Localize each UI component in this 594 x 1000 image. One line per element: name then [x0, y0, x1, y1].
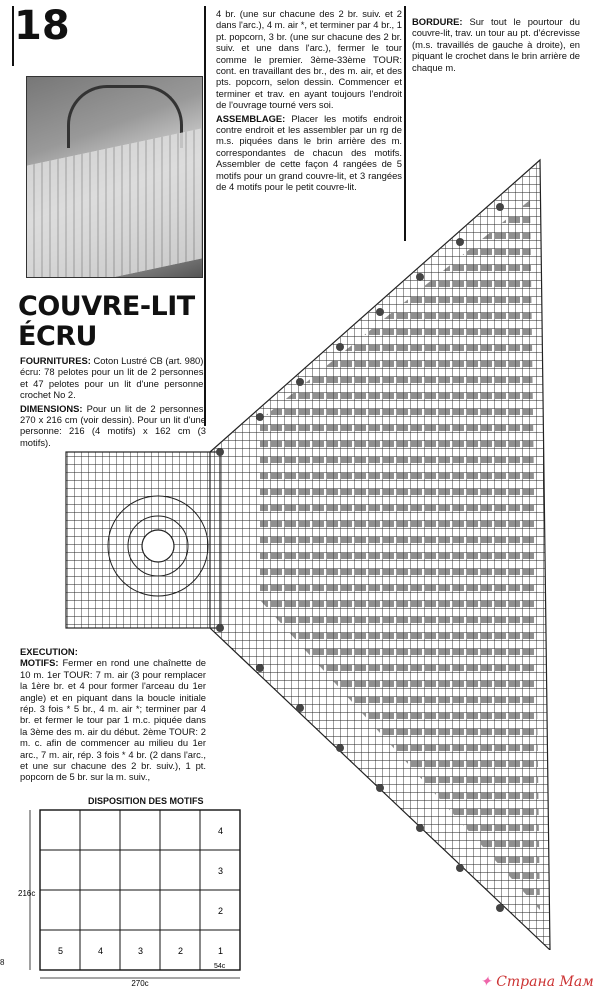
execution-heading: EXECUTION:: [20, 646, 78, 657]
grid-number: 3: [218, 866, 224, 876]
motif-center: [142, 530, 174, 562]
bordure-label: BORDURE:: [412, 16, 463, 27]
grid-number: 2: [218, 906, 224, 916]
grid-number: 3: [138, 946, 144, 956]
disposition-title: DISPOSITION DES MOTIFS: [88, 796, 204, 806]
assemblage-text: Placer les motifs endroit contre endroit et les assembler par un rg de m.s. piquées dans le brin arrière des m. correspondantes de chacun des motifs. Assembler de cette façon 4 rangées de 5 motifs pour un grand couvre-lit, et 3 rangées de 4 motifs pour le petit couvre-lit.: [216, 112, 402, 193]
bordure-text: Sur tout le pourtour du couvre-lit, trav. un tour au pt. d'écrevisse (m.s. travaillés de gauche à droite), en piquant le crochet dans le brin arrière de chaque m.: [412, 16, 580, 73]
grid-number: 1: [218, 946, 224, 956]
dimensions-label: DIMENSIONS:: [20, 402, 83, 414]
watermark: ✦ Страна Мам: [480, 974, 594, 990]
motifs-text: Fermer en rond une chaînette de 10 m. 1er TOUR: 7 m. air (3 pour remplacer la 1ère br. et 4 pour former l'arceau du 1er angle) et en piquant dans la boucle initiale rép. 3 fois * 5 br., 4 m. air *; terminer par 4 br. et fermer le tour par 1 m.c. piquée dans la 3ème des m. air du début. 2ème TOUR: 2 m. c. afin de commencer au milieu du 1er arc., 7 m. air, rép. 3 fois * 4 br. (2 dans l'arc., et une sur chacune des 2 br. suiv.), 1 pt. popcorn de 5 br. sur la m. suiv.,: [20, 657, 206, 783]
watermark-text: Страна Мам: [496, 974, 594, 990]
dim-width-label: 270c: [131, 979, 149, 986]
dim-small-label: 54c: [214, 963, 226, 970]
assemblage-label: ASSEMBLAGE:: [216, 112, 286, 124]
motifs-label: MOTIFS:: [20, 657, 59, 669]
rounds-text: 4 br. (une sur chacune des 2 br. suiv. et 2 dans l'arc.), 4 m. air *, et terminer par 4 br., 1 pt. popcorn, 3 br. (une sur chacune des 2 br. suiv. et une dans l'arc.), fermer le tour comme le premier. 3ème-33ème TOUR: cont. en travaillant des br., des m. air, et des pts. popcorn, selon dessin. Commencer et terminer et trav. en ayant toujours l'endroit de l'ouvrage tourné vers soi.: [216, 8, 402, 111]
title-line-1: COUVRE-LIT: [18, 291, 195, 322]
grid-number: 5: [58, 946, 64, 956]
bordure-section: [412, 16, 580, 73]
fournitures-text: Coton Lustré CB (art. 980), écru: 78 pelotes pour un lit de 2 personnes, et 47 pelotes pour un lit d'une personne; crochet No 2.: [20, 355, 206, 401]
dim-height-label: 216c: [18, 889, 36, 898]
header-rule: [12, 6, 14, 66]
disposition-grid: [18, 806, 248, 986]
title-line-2: ÉCRU: [18, 321, 97, 352]
dimensions-text: Pour un lit de 2 personnes: 270 x 216 cm (voir dessin). Pour un lit d'une personne: 216 (4 motifs) x 162 cm (3 motifs).: [20, 402, 206, 448]
edge-mark: 8: [0, 958, 5, 967]
grid-number: 2: [178, 946, 184, 956]
page-number: 18: [14, 3, 70, 49]
grid-number: 4: [98, 946, 104, 956]
fournitures-label: FOURNITURES:: [20, 355, 91, 366]
grid-number: 4: [218, 826, 224, 836]
